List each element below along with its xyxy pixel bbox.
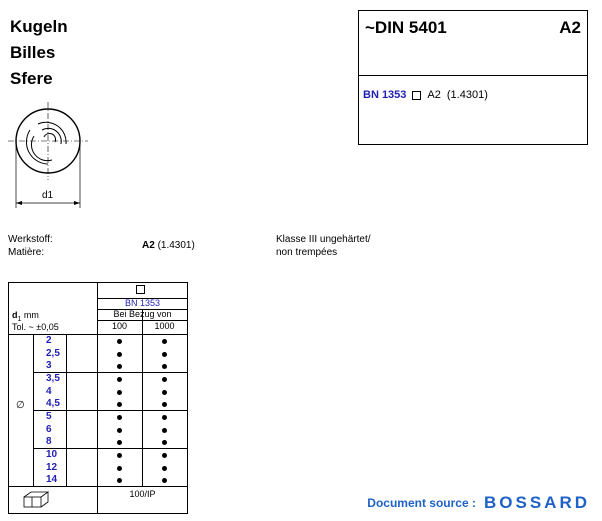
label-matiere: Matière: bbox=[8, 247, 45, 258]
available-dot-1000 bbox=[162, 352, 167, 357]
header-qty-100: 100 bbox=[111, 321, 128, 331]
available-dot-100 bbox=[117, 402, 122, 407]
available-dot-100 bbox=[117, 466, 122, 471]
available-dot-1000 bbox=[162, 478, 167, 483]
available-dot-100 bbox=[117, 377, 122, 382]
title-fr: Billes bbox=[10, 43, 56, 62]
size-value: 4 bbox=[46, 385, 52, 397]
size-value: 3 bbox=[46, 360, 52, 372]
class-de: Klasse III ungehärtet/ bbox=[276, 234, 371, 245]
bn-material: A2 bbox=[427, 89, 441, 101]
available-dot-100 bbox=[117, 339, 122, 344]
bn-reference bbox=[363, 89, 488, 101]
header-tolerance: Tol. ~ ±0,05 bbox=[12, 322, 59, 332]
title-it: Sfere bbox=[10, 69, 53, 88]
available-dot-1000 bbox=[162, 453, 167, 458]
packaging-unit: 100/IP bbox=[129, 489, 156, 499]
document-source bbox=[367, 493, 590, 513]
bn-material-number: (1.4301) bbox=[446, 89, 488, 101]
available-dot-1000 bbox=[162, 466, 167, 471]
available-dot-1000 bbox=[162, 339, 167, 344]
divider bbox=[359, 75, 587, 76]
available-dot-100 bbox=[117, 453, 122, 458]
available-dot-1000 bbox=[162, 364, 167, 369]
available-dot-100 bbox=[117, 440, 122, 445]
standard-box bbox=[358, 10, 588, 145]
class-fr: non trempées bbox=[276, 247, 338, 258]
available-dot-100 bbox=[117, 415, 122, 420]
material-class bbox=[276, 233, 371, 259]
size-value: 12 bbox=[46, 461, 58, 473]
size-value: 14 bbox=[46, 474, 58, 486]
available-dot-100 bbox=[117, 428, 122, 433]
header-purchase: Bei Bezug von bbox=[113, 309, 172, 319]
available-dot-100 bbox=[117, 352, 122, 357]
checkbox-icon bbox=[412, 91, 421, 100]
header-qty-1000: 1000 bbox=[154, 321, 175, 331]
bn-code: BN 1353 bbox=[363, 89, 407, 101]
size-value: 8 bbox=[46, 436, 52, 448]
header-bn: BN 1353 bbox=[124, 298, 161, 308]
size-value: 5 bbox=[46, 411, 52, 422]
header-checkbox-icon bbox=[136, 285, 145, 294]
available-dot-1000 bbox=[162, 390, 167, 395]
material-grade: A2 (1.4301) bbox=[142, 240, 195, 251]
material-labels bbox=[8, 233, 53, 259]
size-value: 2 bbox=[46, 335, 52, 346]
size-value: 10 bbox=[46, 449, 58, 460]
din-title: ~DIN 5401 bbox=[365, 18, 447, 37]
diameter-symbol: ∅ bbox=[16, 400, 25, 411]
package-icon bbox=[22, 490, 52, 510]
din-grade: A2 bbox=[559, 18, 581, 37]
brand-logo: BOSSARD bbox=[483, 493, 590, 512]
label-werkstoff: Werkstoff: bbox=[8, 234, 53, 245]
available-dot-1000 bbox=[162, 377, 167, 382]
source-label: Document source : bbox=[367, 496, 476, 510]
available-dot-1000 bbox=[162, 402, 167, 407]
available-dot-1000 bbox=[162, 428, 167, 433]
size-value: 3,5 bbox=[46, 373, 60, 384]
available-dot-100 bbox=[117, 390, 122, 395]
available-dot-100 bbox=[117, 364, 122, 369]
available-dot-1000 bbox=[162, 415, 167, 420]
available-dot-100 bbox=[117, 478, 122, 483]
header-diameter: $d_1$ mm bbox=[12, 310, 39, 323]
size-value: 4,5 bbox=[46, 398, 60, 410]
size-value: 2,5 bbox=[46, 347, 60, 359]
size-value: 6 bbox=[46, 423, 52, 435]
size-table bbox=[8, 282, 188, 514]
dimension-label-d1: d1 bbox=[42, 190, 54, 201]
available-dot-1000 bbox=[162, 440, 167, 445]
title-de: Kugeln bbox=[10, 17, 68, 36]
